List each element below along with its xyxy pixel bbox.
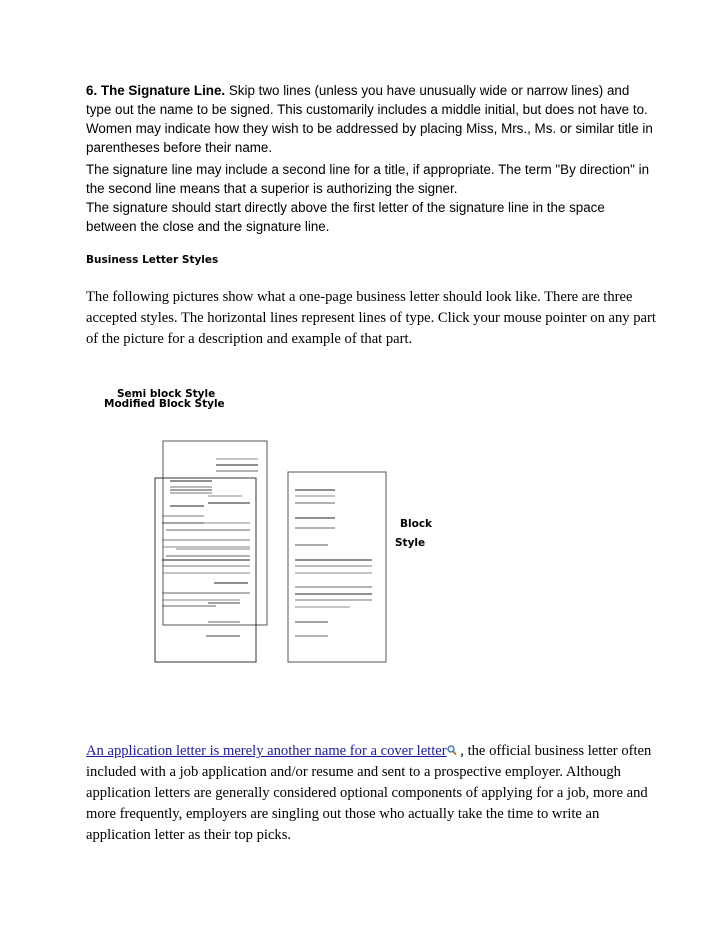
signature-line-text: Skip two lines (unless you have unusually wide or narrow lines) and type out the name to be signed. This customarily includes a middle initial, but does not have to. Women may indicate how they wish to be addressed by placing Miss, Mrs., Ms. or similar title in parentheses before their name. bbox=[86, 83, 653, 155]
semi-block-style-label: Semi block Style bbox=[117, 388, 216, 400]
application-letter-text: , the official business letter often included with a job application and/or resume and sent to a prospective employer. Although application letters are generally considered optional components of applying for a job, more and more frequently, employers are singling out those who actually take the time to write an application letter as their top picks. bbox=[86, 743, 652, 843]
block-letter-thumbnail[interactable] bbox=[288, 472, 386, 662]
block-style-label-line1: Block bbox=[400, 518, 433, 530]
modified-block-style-label: Modified Block Style bbox=[104, 398, 225, 410]
cover-letter-link[interactable]: An application letter is merely another name for a cover letter bbox=[86, 743, 447, 759]
magnifier-icon[interactable] bbox=[447, 742, 457, 753]
application-letter-paragraph bbox=[86, 741, 661, 846]
signature-line-heading: 6. The Signature Line. bbox=[86, 83, 226, 98]
business-letter-styles-heading: Business Letter Styles bbox=[86, 254, 219, 266]
styles-intro-paragraph: The following pictures show what a one-page business letter should look like. There are three accepted styles. The horizontal lines represent lines of type. Click your mouse pointer on any part of the picture for a description and example of that part. bbox=[86, 289, 656, 347]
modified-block-letter-thumbnail[interactable] bbox=[155, 478, 256, 662]
semi-block-letter-thumbnail[interactable] bbox=[163, 441, 267, 625]
signature-position-text: The signature should start directly above the first letter of the signature line in the space between the close and the signature line. bbox=[86, 200, 605, 234]
block-style-label-line2: Style bbox=[395, 537, 426, 549]
signature-title-text: The signature line may include a second line for a title, if appropriate. The term "By direction" in the second line means that a superior is authorizing the signer. bbox=[86, 162, 650, 196]
